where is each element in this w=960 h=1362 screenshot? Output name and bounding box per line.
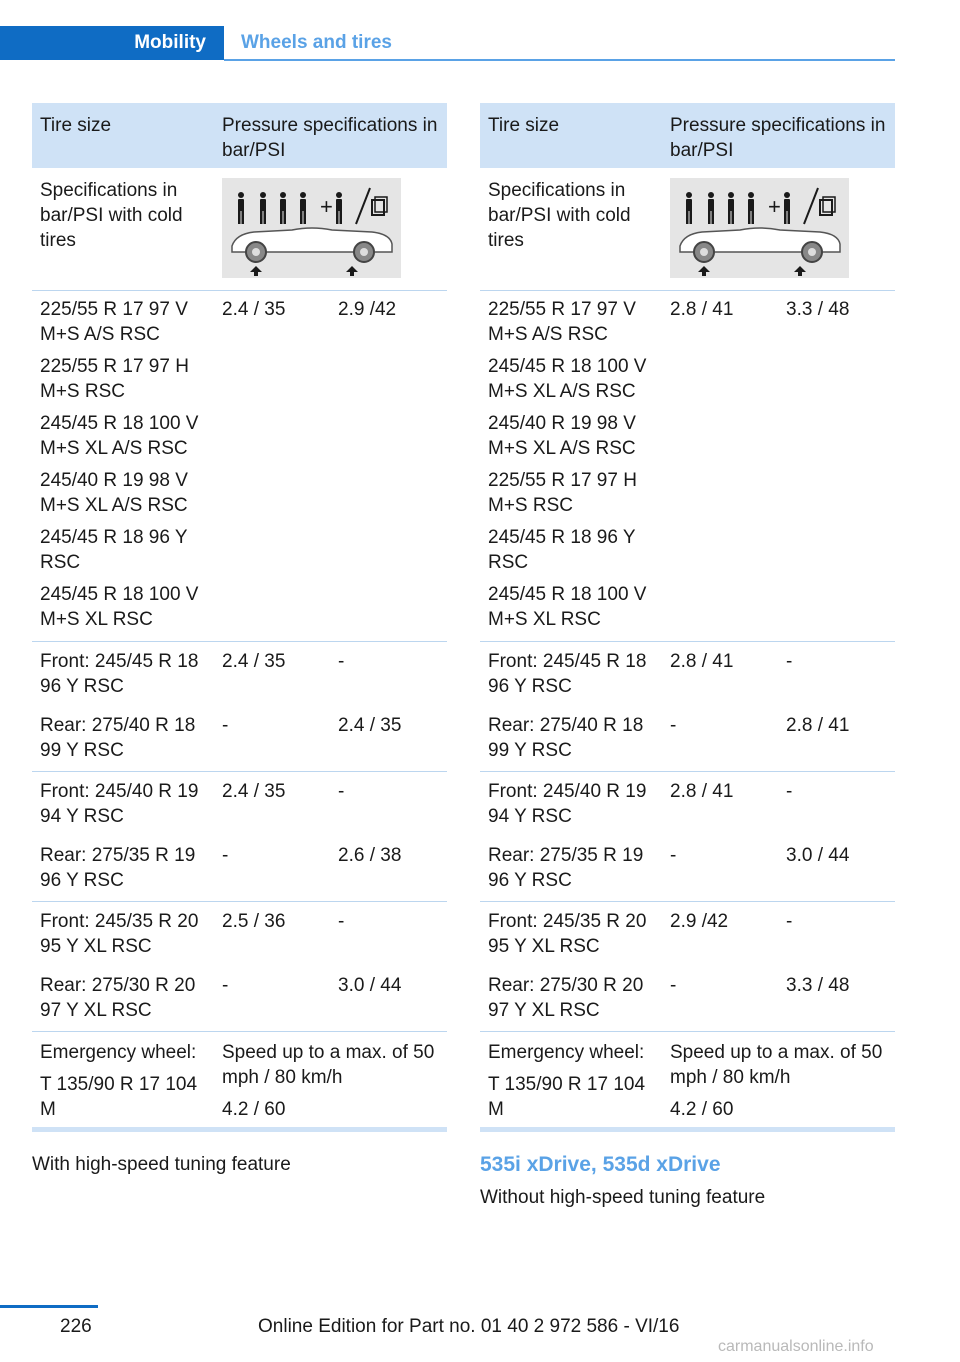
tire-size: 245/40 R 19 98 V M+S XL A/S RSC bbox=[40, 470, 188, 516]
rear-tire-size: Rear: 275/35 R 19 96 Y RSC bbox=[40, 845, 196, 891]
edition-footer: Online Edition for Part no. 01 40 2 972 586 - VI/16 bbox=[258, 1316, 680, 1337]
table-row bbox=[32, 291, 447, 642]
tire-size: 225/55 R 17 97 V M+S A/S RSC bbox=[488, 299, 636, 345]
emergency-pressure: 4.2 / 60 bbox=[222, 1099, 286, 1120]
front-tire-size: Front: 245/35 R 20 95 Y XL RSC bbox=[488, 911, 647, 957]
rear-pressure-normal: - bbox=[222, 845, 229, 866]
emergency-speed: Speed up to a max. of 50 mph / 80 km/h bbox=[222, 1042, 435, 1088]
rear-pressure-normal: - bbox=[670, 845, 677, 866]
front-pressure-normal: 2.4 / 35 bbox=[222, 781, 286, 802]
front-pressure-full-load: - bbox=[786, 781, 793, 802]
model-heading: 535i xDrive, 535d xDrive bbox=[480, 1153, 721, 1176]
rear-tire-size: Rear: 275/40 R 18 99 Y RSC bbox=[488, 715, 644, 761]
tire-size: 225/55 R 17 97 H M+S RSC bbox=[488, 470, 637, 516]
pressure-full-load: 3.3 / 48 bbox=[786, 299, 850, 320]
spec-row bbox=[32, 168, 447, 291]
tire-size: 245/45 R 18 100 V M+S XL RSC bbox=[40, 584, 199, 630]
rear-pressure-normal: - bbox=[222, 715, 229, 736]
front-pressure-full-load: - bbox=[786, 651, 793, 672]
header-rule bbox=[224, 59, 895, 61]
rear-pressure-full-load: 2.4 / 35 bbox=[338, 715, 402, 736]
emergency-wheel-row bbox=[32, 1032, 447, 1127]
rear-pressure-full-load: 3.0 / 44 bbox=[786, 845, 850, 866]
spec-row bbox=[480, 168, 895, 291]
page-header bbox=[0, 26, 895, 62]
front-pressure-normal: 2.5 / 36 bbox=[222, 911, 286, 932]
front-pressure-full-load: - bbox=[338, 911, 345, 932]
rear-pressure-full-load: 3.0 / 44 bbox=[338, 975, 402, 996]
front-pressure-full-load: - bbox=[786, 911, 793, 932]
rear-pressure-full-load: 2.8 / 41 bbox=[786, 715, 850, 736]
rear-pressure-full-load: 3.3 / 48 bbox=[786, 975, 850, 996]
tire-size: 245/45 R 18 100 V M+S XL A/S RSC bbox=[488, 356, 647, 402]
pressure-normal: 2.8 / 41 bbox=[670, 299, 734, 320]
svg-text:+: + bbox=[320, 194, 333, 219]
table-row bbox=[32, 642, 447, 772]
front-pressure-normal: 2.9 /42 bbox=[670, 911, 729, 932]
front-tire-size: Front: 245/35 R 20 95 Y XL RSC bbox=[40, 911, 199, 957]
load-vs-full-load-car-icon bbox=[670, 178, 849, 278]
tire-size: 245/45 R 18 100 V M+S XL RSC bbox=[488, 584, 647, 630]
rear-tire-size: Rear: 275/30 R 20 97 Y XL RSC bbox=[40, 975, 196, 1021]
pressure-full-load: 2.9 /42 bbox=[338, 299, 397, 320]
table-bottom-rule bbox=[480, 1127, 895, 1132]
rear-tire-size: Rear: 275/35 R 19 96 Y RSC bbox=[488, 845, 644, 891]
emergency-label: Emergency wheel: bbox=[40, 1042, 197, 1063]
tire-size: 245/40 R 19 98 V M+S XL A/S RSC bbox=[488, 413, 636, 459]
tire-size-list bbox=[40, 297, 215, 639]
rear-pressure-full-load: 2.6 / 38 bbox=[338, 845, 402, 866]
emergency-info-cell bbox=[670, 1040, 890, 1122]
table-bottom-rule bbox=[32, 1127, 447, 1132]
section-title: Wheels and tires bbox=[241, 32, 392, 53]
rear-tire-size: Rear: 275/40 R 18 99 Y RSC bbox=[40, 715, 196, 761]
load-vs-full-load-car-icon bbox=[222, 178, 401, 278]
tire-size: 225/55 R 17 97 H M+S RSC bbox=[40, 356, 189, 402]
table-row bbox=[32, 772, 447, 902]
pressure-normal: 2.4 / 35 bbox=[222, 299, 286, 320]
watermark: carmanualsonline.info bbox=[718, 1338, 874, 1355]
column-header-tire-size: Tire size bbox=[488, 115, 560, 136]
front-pressure-normal: 2.4 / 35 bbox=[222, 651, 286, 672]
table-header bbox=[32, 103, 447, 168]
front-pressure-normal: 2.8 / 41 bbox=[670, 781, 734, 802]
table-header bbox=[480, 103, 895, 168]
emergency-wheel-cell bbox=[40, 1040, 215, 1122]
emergency-pressure: 4.2 / 60 bbox=[670, 1099, 734, 1120]
table-row bbox=[32, 902, 447, 1032]
column-header-pressure: Pressure specifications in bar/PSI bbox=[670, 115, 886, 161]
table-row bbox=[480, 291, 895, 642]
rear-pressure-normal: - bbox=[670, 975, 677, 996]
chapter-tab: Mobility bbox=[0, 26, 224, 60]
tire-size: 245/45 R 18 96 Y RSC bbox=[488, 527, 636, 573]
emergency-label: Emergency wheel: bbox=[488, 1042, 645, 1063]
emergency-speed: Speed up to a max. of 50 mph / 80 km/h bbox=[670, 1042, 883, 1088]
spec-label: Specifications in bar/PSI with cold tires bbox=[488, 180, 631, 251]
front-pressure-full-load: - bbox=[338, 781, 345, 802]
model-subheading: Without high-speed tuning feature bbox=[480, 1187, 766, 1208]
page-number: 226 bbox=[60, 1316, 92, 1337]
emergency-size: T 135/90 R 17 104 M bbox=[488, 1074, 646, 1120]
table-row bbox=[480, 642, 895, 772]
table-row bbox=[480, 772, 895, 902]
column-header-tire-size: Tire size bbox=[40, 115, 112, 136]
front-tire-size: Front: 245/45 R 18 96 Y RSC bbox=[488, 651, 647, 697]
front-tire-size: Front: 245/40 R 19 94 Y RSC bbox=[488, 781, 647, 827]
rear-tire-size: Rear: 275/30 R 20 97 Y XL RSC bbox=[488, 975, 644, 1021]
table-row bbox=[480, 902, 895, 1032]
front-pressure-normal: 2.8 / 41 bbox=[670, 651, 734, 672]
front-tire-size: Front: 245/40 R 19 94 Y RSC bbox=[40, 781, 199, 827]
tire-size-list bbox=[488, 297, 663, 639]
spec-label: Specifications in bar/PSI with cold tires bbox=[40, 180, 183, 251]
front-pressure-full-load: - bbox=[338, 651, 345, 672]
rear-pressure-normal: - bbox=[222, 975, 229, 996]
high-speed-caption: With high-speed tuning feature bbox=[32, 1154, 291, 1175]
emergency-wheel-cell bbox=[488, 1040, 663, 1122]
tire-pressure-table bbox=[480, 103, 895, 1132]
tire-size: 245/45 R 18 100 V M+S XL A/S RSC bbox=[40, 413, 199, 459]
column-header-pressure: Pressure specifications in bar/PSI bbox=[222, 115, 438, 161]
page-number-rule bbox=[0, 1305, 98, 1308]
tire-size: 245/45 R 18 96 Y RSC bbox=[40, 527, 188, 573]
rear-pressure-normal: - bbox=[670, 715, 677, 736]
tire-pressure-table bbox=[32, 103, 447, 1132]
svg-text:+: + bbox=[768, 194, 781, 219]
emergency-info-cell bbox=[222, 1040, 442, 1122]
front-tire-size: Front: 245/45 R 18 96 Y RSC bbox=[40, 651, 199, 697]
emergency-wheel-row bbox=[480, 1032, 895, 1127]
tire-size: 225/55 R 17 97 V M+S A/S RSC bbox=[40, 299, 188, 345]
emergency-size: T 135/90 R 17 104 M bbox=[40, 1074, 198, 1120]
